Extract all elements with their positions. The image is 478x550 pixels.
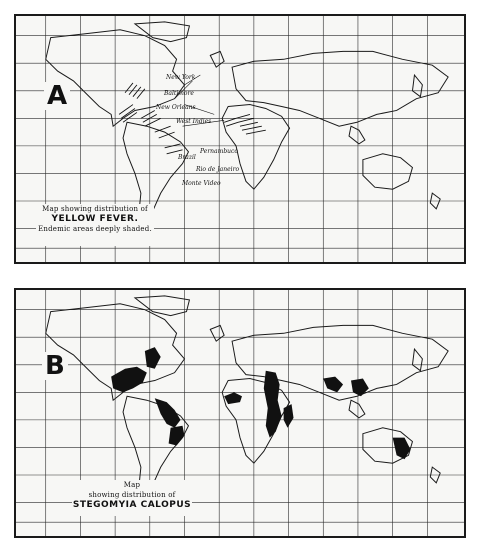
city-label-pernambuco: Pernambuco bbox=[200, 148, 238, 155]
caption-a-line-2: YELLOW FEVER. bbox=[51, 214, 139, 224]
caption-b-line-2: showing distribution of bbox=[88, 491, 176, 499]
map-b-caption bbox=[72, 480, 192, 516]
city-label-monte-video: Monte Video bbox=[182, 180, 221, 187]
map-a-caption bbox=[36, 204, 154, 246]
city-label-brazil: Brazil bbox=[178, 154, 196, 161]
city-label-baltimore: Baltimore bbox=[164, 90, 194, 97]
caption-a-line-3: Endemic areas deeply shaded. bbox=[38, 225, 152, 233]
caption-b-line-1: Map bbox=[123, 481, 141, 489]
panel-letter-b: B bbox=[42, 352, 68, 380]
yellow-fever-map bbox=[14, 14, 466, 264]
stegomyia-map bbox=[14, 288, 466, 538]
city-label-new-orleans: New Orleans bbox=[156, 104, 196, 111]
caption-a-line-1: Map showing distribution of bbox=[42, 205, 148, 213]
city-label-rio: Rio de Janeiro bbox=[196, 166, 240, 173]
city-label-west-indies: West Indies bbox=[176, 118, 212, 125]
city-label-new-york: New York bbox=[166, 74, 196, 81]
caption-b-line-3: STEGOMYIA CALOPUS bbox=[72, 500, 192, 510]
panel-letter-a: A bbox=[44, 82, 70, 110]
